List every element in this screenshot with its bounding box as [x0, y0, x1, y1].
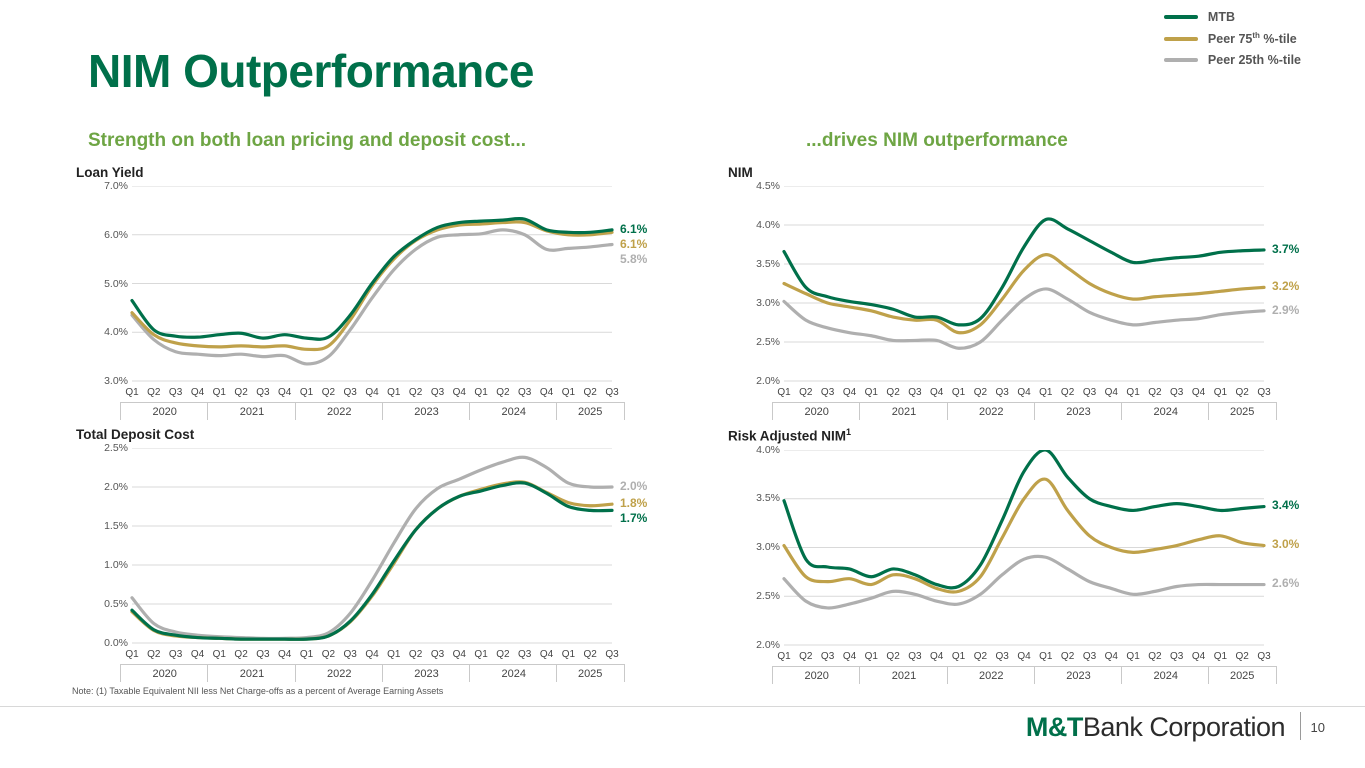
y-axis-tick: 4.0%	[104, 326, 128, 339]
x-axis-year-row	[76, 402, 674, 424]
x-axis-quarter-label: Q3	[1170, 650, 1184, 662]
x-axis-quarter-label: Q1	[561, 387, 576, 398]
series-end-label: 2.9%	[1272, 302, 1300, 317]
y-axis-tick: 3.0%	[104, 375, 128, 387]
y-axis-tick: 1.0%	[104, 559, 128, 571]
y-axis-tick: 2.0%	[756, 375, 780, 387]
x-axis-year-row	[76, 664, 674, 686]
x-axis-quarter-label: Q3	[908, 387, 922, 398]
x-axis-separator	[624, 402, 625, 420]
series-end-label: 1.7%	[620, 511, 648, 526]
x-axis-quarter-label: Q3	[820, 387, 835, 398]
x-axis-quarter-label: Q2	[234, 387, 248, 398]
x-axis-line	[120, 664, 624, 665]
chart-title-loan-yield: Loan Yield	[76, 165, 144, 180]
x-axis-quarter-label: Q2	[1148, 650, 1162, 662]
x-axis-separator	[1034, 402, 1035, 420]
x-axis-year-label: 2025	[1229, 669, 1255, 682]
x-axis-year-label: 2020	[804, 406, 829, 418]
x-axis-separator	[1121, 402, 1122, 420]
x-axis-quarter-row	[728, 651, 1326, 666]
y-axis-labels	[728, 443, 784, 651]
series-end-label: 3.0%	[1272, 537, 1300, 552]
x-axis-quarter-label: Q3	[995, 387, 1009, 398]
x-axis-quarter-label: Q1	[299, 649, 314, 660]
x-axis-year-label: 2022	[979, 669, 1004, 682]
legend-label-peer-75: Peer 75th %-tile	[1207, 31, 1297, 47]
x-axis-separator	[469, 664, 470, 682]
chart-legend	[1164, 10, 1301, 67]
x-axis-quarter-label: Q4	[842, 387, 857, 398]
x-axis-separator	[382, 664, 383, 682]
legend-swatch-mtb	[1164, 15, 1198, 19]
x-axis-quarter-label: Q3	[256, 649, 270, 660]
x-axis-quarter-label: Q4	[452, 649, 466, 660]
series-end-label: 2.0%	[620, 479, 648, 493]
x-axis-year-label: 2022	[979, 406, 1004, 418]
x-axis-line	[772, 666, 1276, 667]
y-axis-tick: 2.0%	[104, 481, 128, 493]
x-axis-separator	[1121, 666, 1122, 684]
x-axis-year-label: 2021	[891, 669, 917, 682]
x-axis-quarter-label: Q2	[1148, 387, 1162, 398]
x-axis-quarter-label: Q4	[842, 650, 857, 662]
series-end-label: 6.1%	[620, 221, 648, 236]
x-axis-quarter-label: Q1	[777, 387, 791, 398]
x-axis-separator	[295, 402, 296, 420]
x-axis-separator	[1034, 666, 1035, 684]
plot-area-total-deposit-cost	[76, 442, 676, 649]
x-axis-quarter-label: Q3	[605, 387, 619, 398]
series-end-label: 3.2%	[1272, 279, 1300, 294]
y-axis-tick: 3.0%	[756, 541, 780, 553]
x-axis-separator	[624, 664, 625, 682]
chart-title-nim: NIM	[728, 165, 753, 180]
x-axis-quarter-label: Q2	[973, 387, 988, 398]
x-axis-quarter-row	[728, 387, 1326, 402]
x-axis-separator	[382, 402, 383, 420]
legend-item-peer-25	[1164, 53, 1301, 67]
x-axis-quarter-label: Q2	[147, 649, 161, 660]
x-axis-quarter-label: Q1	[1213, 387, 1228, 398]
x-axis-quarter-label: Q1	[474, 387, 488, 398]
y-axis-tick: 6.0%	[104, 228, 128, 241]
x-axis-quarter-label: Q1	[561, 649, 576, 660]
y-axis-tick: 4.0%	[756, 219, 780, 231]
section-header-right: ...drives NIM outperformance	[806, 130, 1068, 151]
x-axis-quarter-label: Q1	[1039, 650, 1053, 662]
x-axis-separator	[772, 666, 773, 684]
x-axis-quarter-label: Q3	[1082, 387, 1097, 398]
legend-label-mtb: MTB	[1207, 10, 1235, 24]
x-axis-quarter-label: Q2	[321, 649, 336, 660]
brand-logo	[1026, 712, 1285, 743]
x-axis-quarter-label: Q4	[1017, 387, 1031, 398]
x-axis-quarter-label: Q2	[973, 650, 988, 662]
x-axis-quarter-label: Q3	[256, 387, 270, 398]
x-axis-quarter-label: Q2	[583, 649, 597, 660]
x-axis-quarter-label: Q4	[1017, 650, 1031, 662]
x-axis-quarter-label: Q3	[343, 387, 357, 398]
x-axis-quarter-label: Q2	[799, 387, 813, 398]
chart-nim	[728, 165, 1328, 424]
x-axis-year-label: 2025	[577, 668, 603, 680]
x-axis-quarter-label: Q2	[1060, 650, 1075, 662]
footnote: Note: (1) Taxable Equivalent NII less Net Charge-offs as a percent of Average Earning Assets	[72, 686, 444, 696]
x-axis-separator	[1208, 666, 1209, 684]
brand-light: Bank Corporation	[1082, 712, 1285, 742]
x-axis-quarter-label: Q1	[125, 387, 139, 398]
x-axis-quarter-label: Q4	[1191, 650, 1206, 662]
x-axis-separator	[207, 402, 208, 420]
x-axis-quarter-label: Q3	[168, 649, 183, 660]
x-axis	[728, 387, 1326, 424]
x-axis-quarter-label: Q3	[995, 650, 1009, 662]
y-axis-tick: 0.0%	[104, 637, 128, 649]
chart-title-text: Risk Adjusted NIM	[728, 428, 847, 444]
x-axis-quarter-label: Q4	[365, 387, 379, 398]
x-axis-year-label: 2020	[152, 668, 177, 680]
legend-swatch-peer-75	[1164, 37, 1198, 41]
x-axis-quarter-label: Q3	[908, 650, 922, 662]
plot-area-risk-adjusted-nim	[728, 443, 1328, 651]
chart-title-total-deposit-cost: Total Deposit Cost	[76, 427, 195, 442]
x-axis-quarter-row	[76, 387, 674, 402]
x-axis-year-label: 2025	[577, 406, 603, 418]
y-axis-tick: 5.0%	[104, 277, 128, 290]
x-axis-quarter-label: Q4	[278, 387, 292, 398]
x-axis-quarter-label: Q3	[518, 649, 532, 660]
x-axis-quarter-label: Q4	[1191, 387, 1206, 398]
y-axis-labels	[728, 180, 784, 387]
x-axis-quarter-label: Q1	[1039, 387, 1053, 398]
x-axis-quarter-label: Q4	[190, 387, 205, 398]
x-axis-separator	[947, 402, 948, 420]
x-axis-quarter-label: Q2	[496, 387, 510, 398]
chart-risk-adjusted-nim	[728, 427, 1328, 688]
x-axis-quarter-label: Q3	[820, 650, 835, 662]
x-axis-year-label: 2021	[239, 668, 265, 680]
x-axis-quarter-label: Q2	[1235, 387, 1249, 398]
x-axis-quarter-label: Q1	[1213, 650, 1228, 662]
x-axis-year-label: 2024	[1153, 406, 1179, 418]
x-axis-quarter-label: Q2	[1060, 387, 1075, 398]
x-axis-quarter-label: Q1	[212, 649, 226, 660]
legend-item-peer-75	[1164, 31, 1301, 46]
x-axis-quarter-label: Q2	[321, 387, 336, 398]
x-axis-quarter-label: Q4	[1104, 387, 1118, 398]
x-axis-year-label: 2024	[501, 668, 527, 680]
x-axis-quarter-label: Q3	[605, 649, 619, 660]
x-axis-quarter-label: Q1	[951, 387, 966, 398]
x-axis-quarter-label: Q1	[212, 387, 226, 398]
x-axis-separator	[1208, 402, 1209, 420]
legend-swatch-peer-25	[1164, 58, 1198, 62]
series-end-label: 3.7%	[1272, 241, 1300, 256]
page-title: NIM Outperformance	[88, 45, 534, 97]
brand-bold: M&T	[1025, 712, 1083, 742]
y-axis-tick: 2.5%	[756, 589, 780, 602]
y-axis-tick: 7.0%	[104, 180, 128, 192]
x-axis-quarter-label: Q1	[387, 649, 401, 660]
x-axis-quarter-label: Q4	[539, 649, 554, 660]
x-axis-separator	[772, 402, 773, 420]
legend-item-mtb	[1164, 10, 1301, 24]
chart-title-risk-adjusted-nim	[728, 427, 1328, 444]
x-axis-year-label: 2021	[239, 406, 265, 418]
page-number: 10	[1310, 720, 1325, 735]
x-axis-quarter-label: Q3	[343, 649, 357, 660]
x-axis-quarter-label: Q1	[474, 649, 488, 660]
x-axis-separator	[556, 402, 557, 420]
x-axis-quarter-label: Q4	[930, 387, 944, 398]
x-axis-separator	[859, 402, 860, 420]
x-axis-separator	[1276, 666, 1277, 684]
x-axis-separator	[947, 666, 948, 684]
x-axis-quarter-label: Q3	[168, 387, 183, 398]
x-axis-quarter-label: Q1	[125, 649, 139, 660]
section-header-left: Strength on both loan pricing and deposit cost...	[88, 130, 527, 151]
x-axis-quarter-row	[76, 649, 674, 664]
x-axis-separator	[120, 664, 121, 682]
chart-title-superscript: 1	[846, 427, 852, 437]
x-axis-line	[120, 402, 624, 403]
x-axis-quarter-label: Q4	[930, 650, 944, 662]
x-axis-separator	[295, 664, 296, 682]
x-axis-year-row	[728, 666, 1326, 688]
x-axis-year-label: 2022	[327, 668, 352, 680]
y-axis-tick: 2.0%	[756, 638, 780, 651]
x-axis-quarter-label: Q2	[583, 387, 597, 398]
x-axis-year-row	[728, 402, 1326, 424]
x-axis-year-label: 2021	[891, 406, 917, 418]
x-axis-quarter-label: Q1	[1126, 650, 1140, 662]
series-end-label: 5.8%	[620, 251, 648, 266]
x-axis-quarter-label: Q1	[777, 650, 791, 662]
x-axis-separator	[469, 402, 470, 420]
x-axis-line	[772, 402, 1276, 403]
x-axis-quarter-label: Q4	[365, 649, 379, 660]
y-axis-tick: 3.5%	[756, 258, 780, 270]
x-axis-quarter-label: Q2	[408, 387, 423, 398]
y-axis-tick: 4.0%	[756, 443, 780, 456]
x-axis-quarter-label: Q3	[1257, 650, 1271, 662]
x-axis-quarter-label: Q1	[1126, 387, 1140, 398]
x-axis-quarter-label: Q1	[387, 387, 401, 398]
chart-total-deposit-cost	[76, 427, 676, 686]
x-axis-separator	[120, 402, 121, 420]
y-axis-tick: 2.5%	[104, 442, 128, 454]
series-end-label: 2.6%	[1272, 576, 1300, 591]
x-axis-quarter-label: Q4	[1104, 650, 1118, 662]
x-axis-quarter-label: Q1	[299, 387, 314, 398]
series-end-label: 3.4%	[1272, 498, 1300, 513]
x-axis-quarter-label: Q3	[430, 387, 445, 398]
y-axis-tick: 3.5%	[756, 492, 780, 505]
y-axis-tick: 4.5%	[756, 180, 780, 192]
x-axis-quarter-label: Q2	[799, 650, 813, 662]
x-axis-year-label: 2023	[414, 668, 439, 680]
series-end-label: 1.8%	[620, 496, 648, 511]
x-axis-quarter-label: Q3	[1082, 650, 1097, 662]
footer-vertical-divider	[1300, 712, 1301, 740]
x-axis-quarter-label: Q1	[951, 650, 966, 662]
x-axis-quarter-label: Q3	[1257, 387, 1271, 398]
y-axis-tick: 2.5%	[756, 336, 780, 348]
x-axis-separator	[1276, 402, 1277, 420]
x-axis-separator	[859, 666, 860, 684]
footer-divider	[0, 706, 1365, 707]
x-axis-quarter-label: Q4	[539, 387, 554, 398]
x-axis-quarter-label: Q3	[430, 649, 445, 660]
y-axis-tick: 0.5%	[104, 598, 128, 610]
series-end-label: 6.1%	[620, 236, 648, 251]
x-axis-year-label: 2020	[804, 669, 829, 682]
x-axis-separator	[556, 664, 557, 682]
x-axis-quarter-label: Q2	[147, 387, 161, 398]
x-axis-quarter-label: Q4	[278, 649, 292, 660]
x-axis	[728, 651, 1326, 688]
x-axis-quarter-label: Q2	[234, 649, 248, 660]
x-axis	[76, 649, 674, 686]
y-axis-tick: 1.5%	[104, 520, 128, 532]
x-axis-quarter-label: Q2	[886, 387, 900, 398]
x-axis-year-label: 2020	[152, 406, 177, 418]
x-axis-quarter-label: Q4	[190, 649, 205, 660]
x-axis-year-label: 2023	[1066, 669, 1091, 682]
x-axis-quarter-label: Q4	[452, 387, 466, 398]
plot-area-nim	[728, 180, 1328, 387]
x-axis-year-label: 2024	[1153, 669, 1179, 682]
x-axis-quarter-label: Q2	[408, 649, 423, 660]
x-axis-quarter-label: Q3	[518, 387, 532, 398]
x-axis	[76, 387, 674, 424]
x-axis-quarter-label: Q1	[864, 650, 878, 662]
x-axis-quarter-label: Q3	[1170, 387, 1184, 398]
x-axis-quarter-label: Q2	[496, 649, 510, 660]
x-axis-year-label: 2023	[1066, 406, 1091, 418]
chart-loan-yield	[76, 165, 676, 424]
x-axis-year-label: 2022	[327, 406, 352, 418]
x-axis-quarter-label: Q2	[1235, 650, 1249, 662]
x-axis-quarter-label: Q1	[864, 387, 878, 398]
y-axis-tick: 3.0%	[756, 297, 780, 309]
x-axis-year-label: 2025	[1229, 406, 1255, 418]
x-axis-separator	[207, 664, 208, 682]
x-axis-year-label: 2024	[501, 406, 527, 418]
legend-label-peer-25: Peer 25th %-tile	[1207, 53, 1301, 68]
plot-area-loan-yield	[76, 180, 676, 387]
x-axis-quarter-label: Q2	[886, 650, 900, 662]
y-axis-labels	[76, 180, 132, 387]
y-axis-labels	[76, 442, 132, 649]
x-axis-year-label: 2023	[414, 406, 439, 418]
